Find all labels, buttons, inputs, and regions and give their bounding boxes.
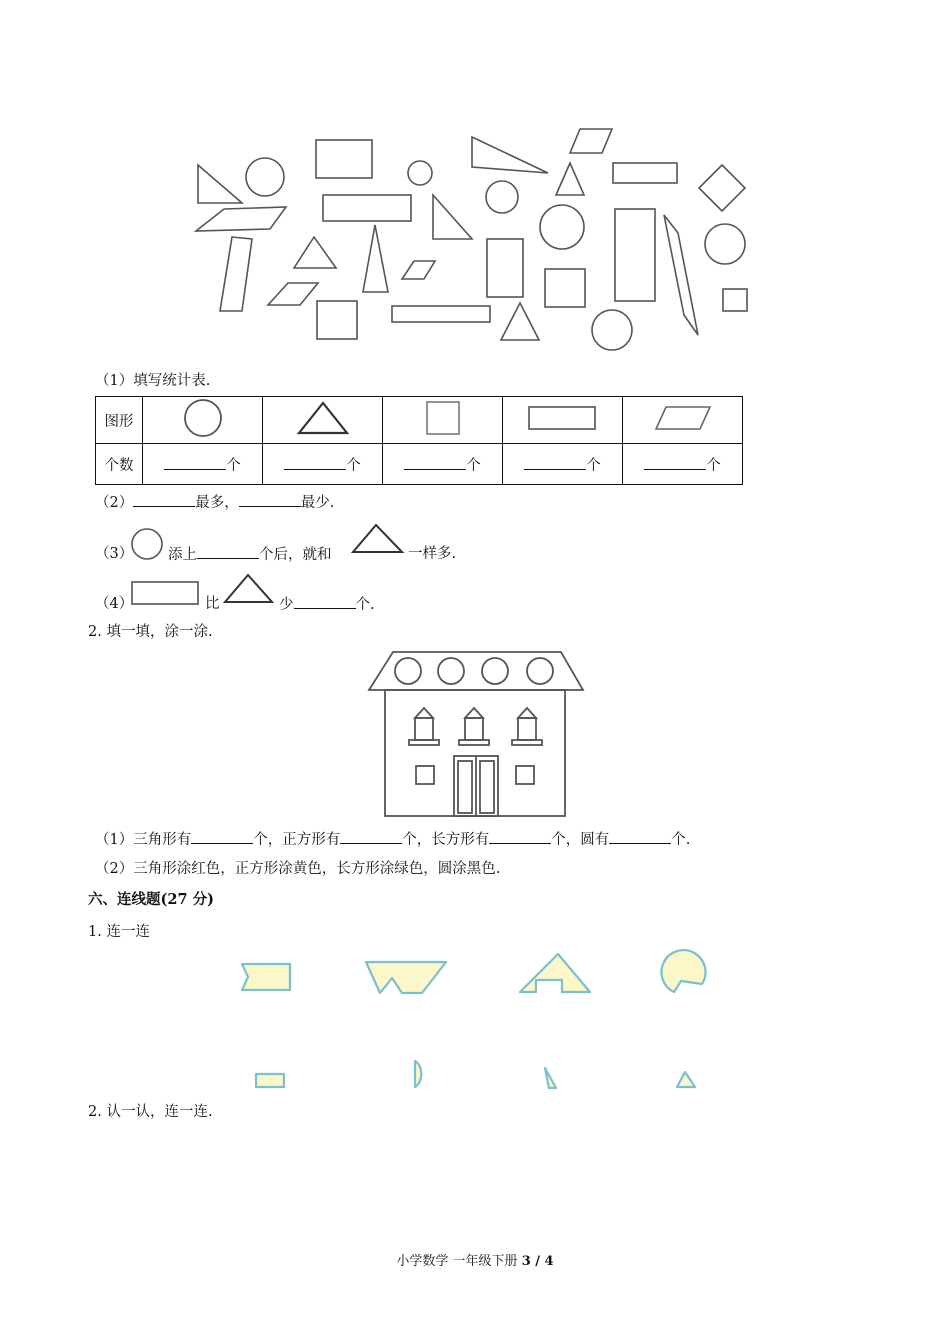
triangle-count-cell[interactable]: 个 [263, 444, 383, 485]
answer-blank[interactable] [133, 492, 195, 507]
semicircle-piece [415, 1061, 421, 1087]
parallelogram-shape [220, 237, 252, 311]
small-rectangle-piece [256, 1074, 284, 1087]
square-window [516, 766, 534, 784]
parallelogram-icon [623, 397, 743, 444]
answer-blank[interactable] [197, 544, 259, 559]
circle-shape [486, 181, 518, 213]
circle-icon [143, 397, 263, 444]
small-triangle-piece [545, 1068, 556, 1088]
cut-triangle-shape [520, 954, 590, 992]
rectangle-icon [503, 397, 623, 444]
triangle-icon [350, 522, 406, 556]
window-rect [415, 718, 433, 740]
parallelogram-shape [196, 207, 286, 231]
window-rect [518, 718, 536, 740]
square-window [416, 766, 434, 784]
question-1-sub1: （1）填写统计表. [95, 373, 211, 389]
triangle-shape [472, 137, 548, 173]
section-6-question-2-title: 2. 认一认，连一连. [88, 1104, 213, 1120]
section-6-heading: 六、连线题(27 分) [88, 891, 214, 908]
small-triangle-piece [677, 1072, 695, 1087]
triangle-shape [363, 225, 388, 292]
window-sill [459, 740, 489, 745]
window-triangle [415, 708, 433, 718]
door-panel [458, 761, 472, 813]
shapes-collection-figure [190, 125, 765, 360]
count-row-header: 个数 [96, 444, 143, 485]
circle-shape [408, 161, 432, 185]
matching-shapes-figure[interactable] [230, 948, 730, 1093]
window-sill [409, 740, 439, 745]
triangle-icon [263, 397, 383, 444]
answer-blank[interactable] [294, 594, 356, 609]
triangle-shape [294, 237, 336, 268]
square-count-cell[interactable]: 个 [383, 444, 503, 485]
triangle-shape [501, 303, 539, 340]
parallelogram-shape [664, 215, 698, 335]
answer-blank[interactable] [191, 829, 253, 844]
circle-shape [705, 224, 745, 264]
rectangle-shape [487, 239, 523, 297]
parallelogram-shape [402, 261, 435, 279]
statistics-table [95, 396, 743, 485]
parallelogram-count-cell[interactable]: 个 [623, 444, 743, 485]
window-triangle [465, 708, 483, 718]
question-2-title: 2. 填一填，涂一涂. [88, 624, 213, 640]
answer-blank[interactable] [489, 829, 551, 844]
cut-circle-shape [661, 950, 705, 992]
door-panel [480, 761, 494, 813]
window-triangle [518, 708, 536, 718]
rectangle-count-cell[interactable]: 个 [503, 444, 623, 485]
page-footer: 小学数学 一年级下册 3 / 4 [396, 1254, 554, 1269]
rectangle-icon [130, 580, 202, 606]
answer-blank[interactable] [239, 492, 301, 507]
triangle-shape [198, 165, 242, 203]
shape-row-header: 图形 [96, 397, 143, 444]
roof-trapezoid [369, 652, 583, 690]
section-6-question-1-title: 1. 连一连 [88, 924, 150, 940]
triangle-icon [222, 572, 278, 606]
window-rect [465, 718, 483, 740]
question-2-sub1: （1）三角形有 个，正方形有 个，长方形有 个，圆有 个. [95, 829, 690, 850]
rectangle-shape [323, 195, 411, 221]
rectangle-shape [316, 140, 372, 178]
roof-circle [527, 658, 553, 684]
rectangle-shape [392, 306, 490, 322]
square-shape [699, 165, 745, 211]
question-2-sub2: （2）三角形涂红色，正方形涂黄色，长方形涂绿色，圆涂黑色. [95, 861, 501, 877]
triangle-shape [556, 163, 584, 195]
parallelogram-shape [570, 129, 612, 153]
cut-parallelogram-shape [366, 962, 446, 993]
question-1-sub2: （2） 最多， 最少. [95, 492, 334, 513]
square-shape [723, 289, 747, 311]
rectangle-shape [613, 163, 677, 183]
answer-blank[interactable] [340, 829, 402, 844]
square-shape [545, 269, 585, 307]
cut-rectangle-shape [242, 964, 290, 990]
circle-shape [540, 205, 584, 249]
rectangle-shape [615, 209, 655, 301]
window-sill [512, 740, 542, 745]
circle-icon [130, 528, 166, 562]
roof-circle [482, 658, 508, 684]
house-figure [365, 648, 587, 820]
circle-count-cell[interactable]: 个 [143, 444, 263, 485]
answer-blank[interactable] [609, 829, 671, 844]
circle-shape [592, 310, 632, 350]
triangle-shape [433, 195, 472, 239]
square-icon [383, 397, 503, 444]
circle-shape [246, 158, 284, 196]
roof-circle [438, 658, 464, 684]
parallelogram-shape [268, 283, 318, 305]
square-shape [317, 301, 357, 339]
roof-circle [395, 658, 421, 684]
page-number: 3 / 4 [521, 1254, 554, 1269]
